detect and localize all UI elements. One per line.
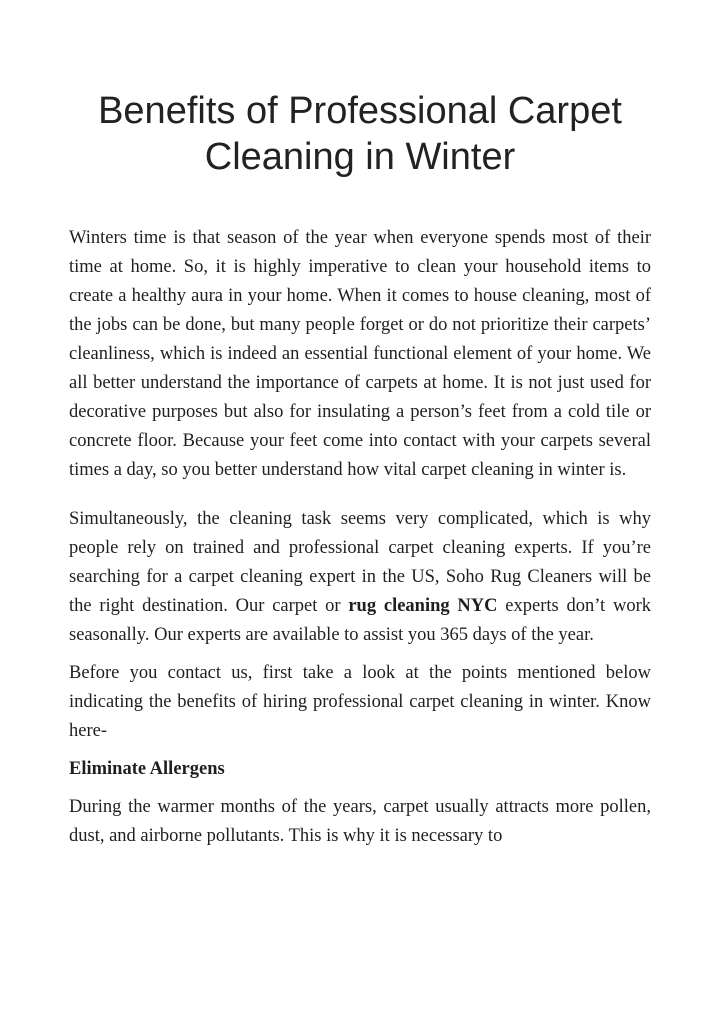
- experts-paragraph-text-after: experts don’t work seasonally. Our experts are available to assist you 365 days of the year.: [69, 596, 651, 645]
- benefits-intro-paragraph: Before you contact us, first take a look at the points mentioned below indicating the benefits of hiring professional carpet cleaning in winter. Know here-: [69, 663, 651, 741]
- experts-paragraph-text-before: Simultaneously, the cleaning task seems very complicated, which is why people rely on trained and professional carpet cleaning experts. If you’re searching for a carpet cleaning expert in the US, Soho Rug Cleaners will be the right destination. Our carpet or: [69, 509, 651, 616]
- experts-paragraph: [69, 505, 651, 650]
- allergens-paragraph: During the warmer months of the years, carpet usually attracts more pollen, dust, and airborne pollutants. This is why it is necessary to: [69, 797, 651, 846]
- intro-paragraph: Winters time is that season of the year when everyone spends most of their time at home. So, it is highly imperative to clean your household items to create a healthy aura in your home. When it comes to house cleaning, most of the jobs can be done, but many people forget or do not prioritize their carpets’ cleanliness, which is indeed an essential functional element of your home. We all better understand the importance of carpets at home. It is not just used for decorative purposes but also for insulating a person’s feet from a cold tile or concrete floor. Because your feet come into contact with your carpets several times a day, so you better understand how vital carpet cleaning in winter is.: [69, 228, 651, 480]
- rug-cleaning-nyc-link[interactable]: rug cleaning NYC: [348, 596, 498, 616]
- section-heading-eliminate-allergens: Eliminate Allergens: [69, 759, 225, 779]
- page-title: Benefits of Professional Carpet Cleaning in Winter: [98, 90, 622, 178]
